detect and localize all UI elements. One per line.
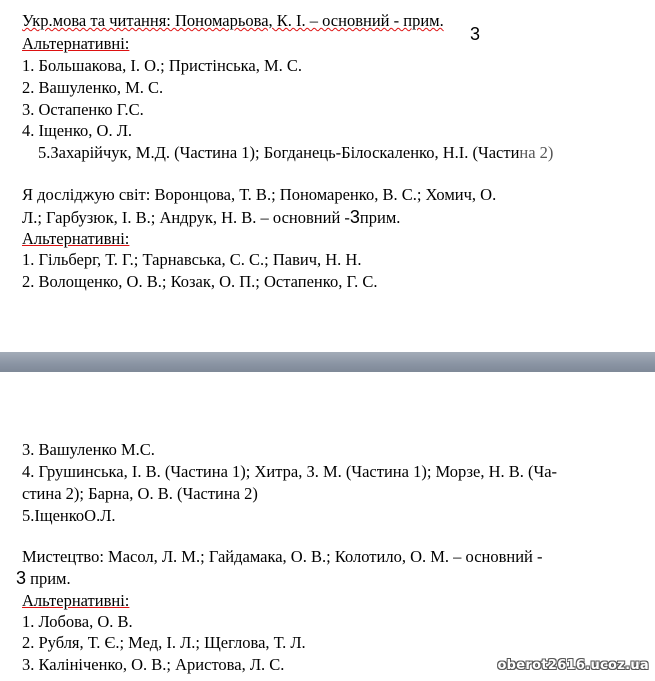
alt4-item-1: 1. Лобова, О. В. xyxy=(22,612,133,631)
document-page-2 xyxy=(0,372,655,681)
alternatives-heading-3: Альтернативні: xyxy=(22,591,130,610)
alt-item-5 xyxy=(38,143,553,163)
alt2-item-1: 1. Гільберг, Т. Г.; Тарнавська, С. С.; Павич, Н. Н. xyxy=(22,250,362,269)
watermark-text: oberot2616.ucoz.ua xyxy=(497,658,649,673)
alt-item-5-tail: на 2) xyxy=(519,143,554,162)
subject-mystetstvo-cont xyxy=(16,568,71,589)
alt-item-2: 2. Вашуленко, М. С. xyxy=(22,78,164,97)
alt4-item-3: 3. Калініченко, О. В.; Аристова, Л. С. xyxy=(22,655,285,674)
copies-count-2: 3 xyxy=(16,568,27,588)
copies-unit-2: прим. xyxy=(26,569,71,588)
alt4-item-2: 2. Рубля, Т. Є.; Мед, І. Л.; Щеглова, Т. Л. xyxy=(22,633,306,652)
alt-item-4: 4. Іщенко, О. Л. xyxy=(22,121,133,140)
alt3-item-3: 3. Вашуленко М.С. xyxy=(22,440,155,459)
subject-ukr-mova xyxy=(22,11,444,31)
subject-ya-doslidzhuyu-cont xyxy=(22,207,400,228)
alt3-item-4: 4. Грушинська, І. В. (Частина 1); Хитра, З. М. (Частина 1); Морзе, Н. В. (Ча- xyxy=(22,462,558,481)
alternatives-heading: Альтернативні: xyxy=(22,34,130,53)
copies-count: 3 xyxy=(349,207,360,227)
alt-item-1: 1. Большакова, І. О.; Пристінська, М. С. xyxy=(22,56,303,75)
copies-count-note: 3 xyxy=(470,24,481,44)
subject-ukr-mova-text: Укр.мова та читання: Пономарьова, К. І. – основний - прим. xyxy=(22,11,444,30)
page-break xyxy=(0,352,655,372)
alt2-item-2: 2. Волощенко, О. В.; Козак, О. П.; Остапенко, Г. С. xyxy=(22,272,378,291)
alt-item-3: 3. Остапенко Г.С. xyxy=(22,100,144,119)
alternatives-heading-2: Альтернативні: xyxy=(22,229,130,248)
subject-cont-text: Л.; Гарбузюк, І. В.; Андрук, Н. В. – основний - xyxy=(22,208,350,227)
subject-mystetstvo: Мистецтво: Масол, Л. М.; Гайдамака, О. В.; Колотило, О. М. – основний - xyxy=(22,547,543,566)
subject-ya-doslidzhuyu: Я досліджую світ: Воронцова, Т. В.; Пономаренко, В. С.; Хомич, О. xyxy=(22,185,497,204)
alt3-item-5: 5.ІщенкоО.Л. xyxy=(22,506,116,525)
alt-item-5-main: 5.Захарійчук, М.Д. (Частина 1); Богданець-Білоскаленко, Н.І. (Части xyxy=(38,143,520,162)
copies-unit: прим. xyxy=(359,208,401,227)
alt3-item-4-cont: стина 2); Барна, О. В. (Частина 2) xyxy=(22,484,258,503)
